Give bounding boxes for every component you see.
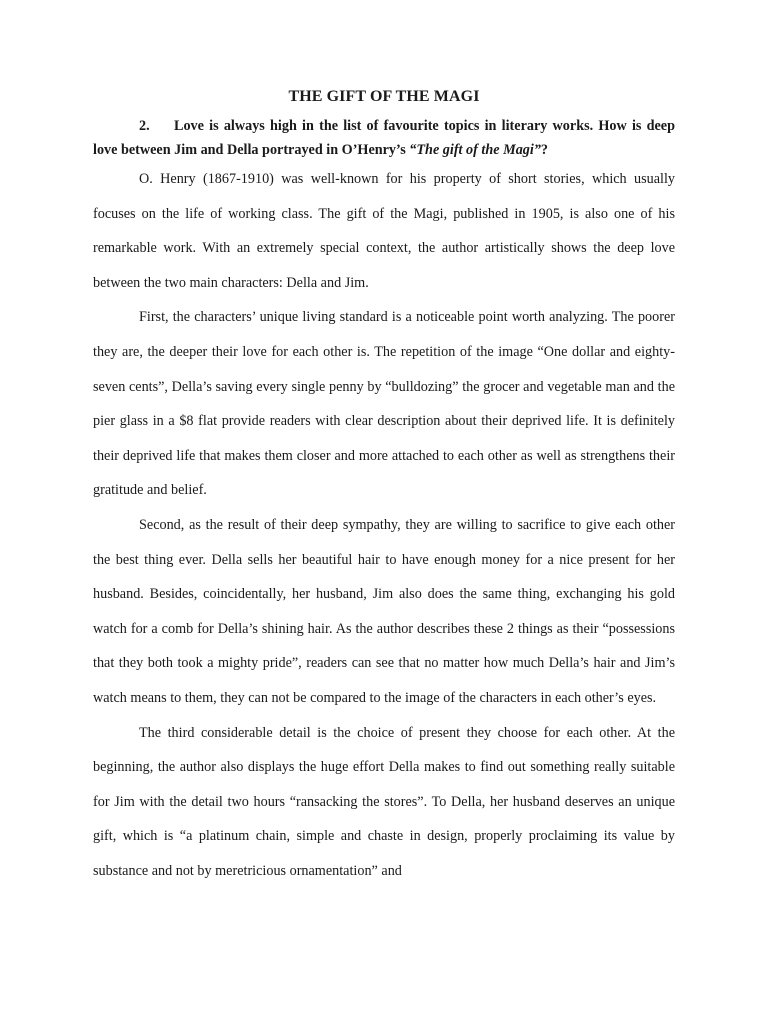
document-title: THE GIFT OF THE MAGI: [288, 88, 480, 105]
question-work-title: “The gift of the Magi”: [409, 142, 541, 158]
question-end: ?: [540, 142, 549, 158]
question-text: Love is always high in the list of favourite topics in literary works. How is deep love between Jim and Della portrayed in O’Henry’s: [93, 118, 675, 158]
paragraph-living-standard: First, the characters’ unique living standard is a noticeable point worth analyzing. The poorer they are, the deeper their love for each other is. The repetition of the image “One dollar and eighty-seven cents”, Della’s saving every single penny by “bulldozing” the grocer and vegetable man and the pier glass in a $8 flat provide readers with clear description about their deprived life. It is definitely their deprived life that makes them closer and more attached to each other as well as strengthens their gratitude and belief.: [93, 309, 675, 499]
document-page: [93, 86, 675, 888]
question-number: 2.: [139, 118, 150, 134]
paragraph-present-choice: The third considerable detail is the choice of present they choose for each other. At the beginning, the author also displays the huge effort Della makes to find out something really suitable for Jim with the detail two hours “ransacking the stores”. To Della, her husband deserves an unique gift, which is “a platinum chain, simple and chaste in design, properly proclaiming its value by substance and not by meretricious ornamentation” and: [93, 724, 675, 879]
paragraph-sacrifice: Second, as the result of their deep sympathy, they are willing to sacrifice to give each other the best thing ever. Della sells her beautiful hair to have enough money for a nice present for her husband. Besides, coincidentally, her husband, Jim also does the same thing, exchanging his gold watch for a comb for Della’s shining hair. As the author describes these 2 things as their “possessions that they both took a mighty pride”, readers can see that no matter how much Della’s hair and Jim’s watch means to them, they can not be compared to the image of the characters in each other’s eyes.: [93, 516, 675, 706]
essay-question: [93, 114, 675, 162]
paragraph-intro: O. Henry (1867-1910) was well-known for his property of short stories, which usually focuses on the life of working class. The gift of the Magi, published in 1905, is also one of his remarkable work. With an extremely special context, the author artistically shows the deep love between the two main characters: Della and Jim.: [93, 171, 675, 291]
